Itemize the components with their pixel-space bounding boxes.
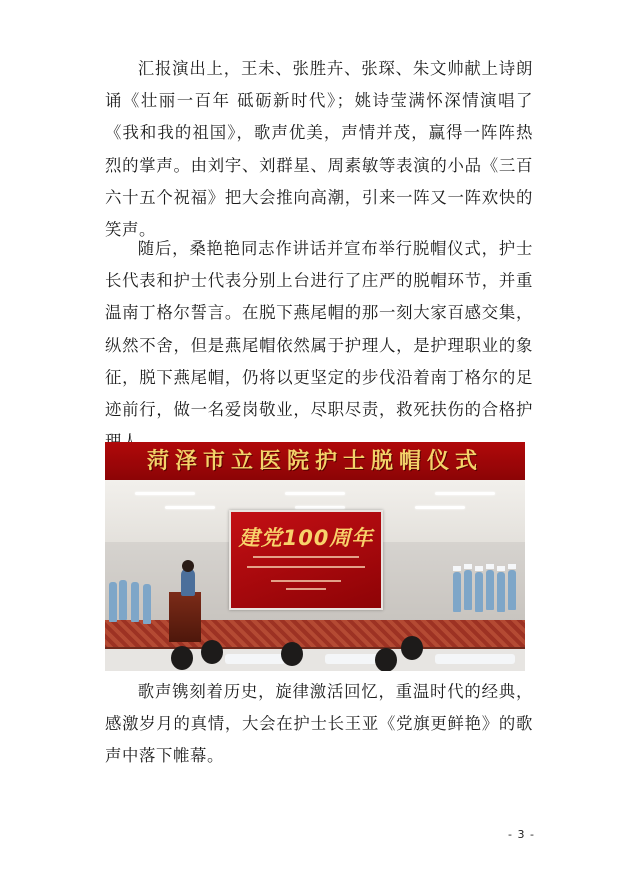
screen-title: 建党100周年 bbox=[238, 526, 374, 550]
ceremony-banner bbox=[105, 442, 525, 480]
podium bbox=[169, 592, 201, 642]
ceremony-photo bbox=[105, 442, 525, 671]
page-number: - 3 - bbox=[508, 828, 535, 841]
stage-carpet bbox=[105, 620, 525, 650]
paragraph-closing: 歌声镌刻着历史，旋律激活回忆，重温时代的经典，感激岁月的真情，大会在护士长王亚《党旗更鲜艳》的歌声中落下帷幕。 bbox=[105, 682, 533, 766]
banner-text: 菏泽市立医院护士脱帽仪式 bbox=[146, 448, 483, 474]
paragraph-performance: 汇报演出上，王未、张胜卉、张琛、朱文帅献上诗朗诵《壮丽一百年 砥砺新时代》；姚诗莹满怀深情演唱了《我和我的祖国》，歌声优美，声情并茂，赢得一阵阵热烈的掌声。由刘宇、刘群星、周素敏等表演的小品《三百六十五个祝福》把大会推向高潮，引来一阵又一阵欢快的笑声。 bbox=[105, 59, 533, 240]
projection-screen bbox=[229, 510, 383, 610]
speaker-figure bbox=[181, 568, 195, 596]
paragraph-cap-ceremony: 随后，桑艳艳同志作讲话并宣布举行脱帽仪式，护士长代表和护士代表分别上台进行了庄严的脱帽环节，并重温南丁格尔誓言。在脱下燕尾帽的那一刻大家百感交集，纵然不舍，但是燕尾帽依然属于护理人，是护理职业的象征，脱下燕尾帽，仍将以更坚定的步伐沿着南丁格尔的足迹前行，做一名爱岗敬业，尽职尽责，救死扶伤的合格护 bbox=[105, 239, 533, 420]
